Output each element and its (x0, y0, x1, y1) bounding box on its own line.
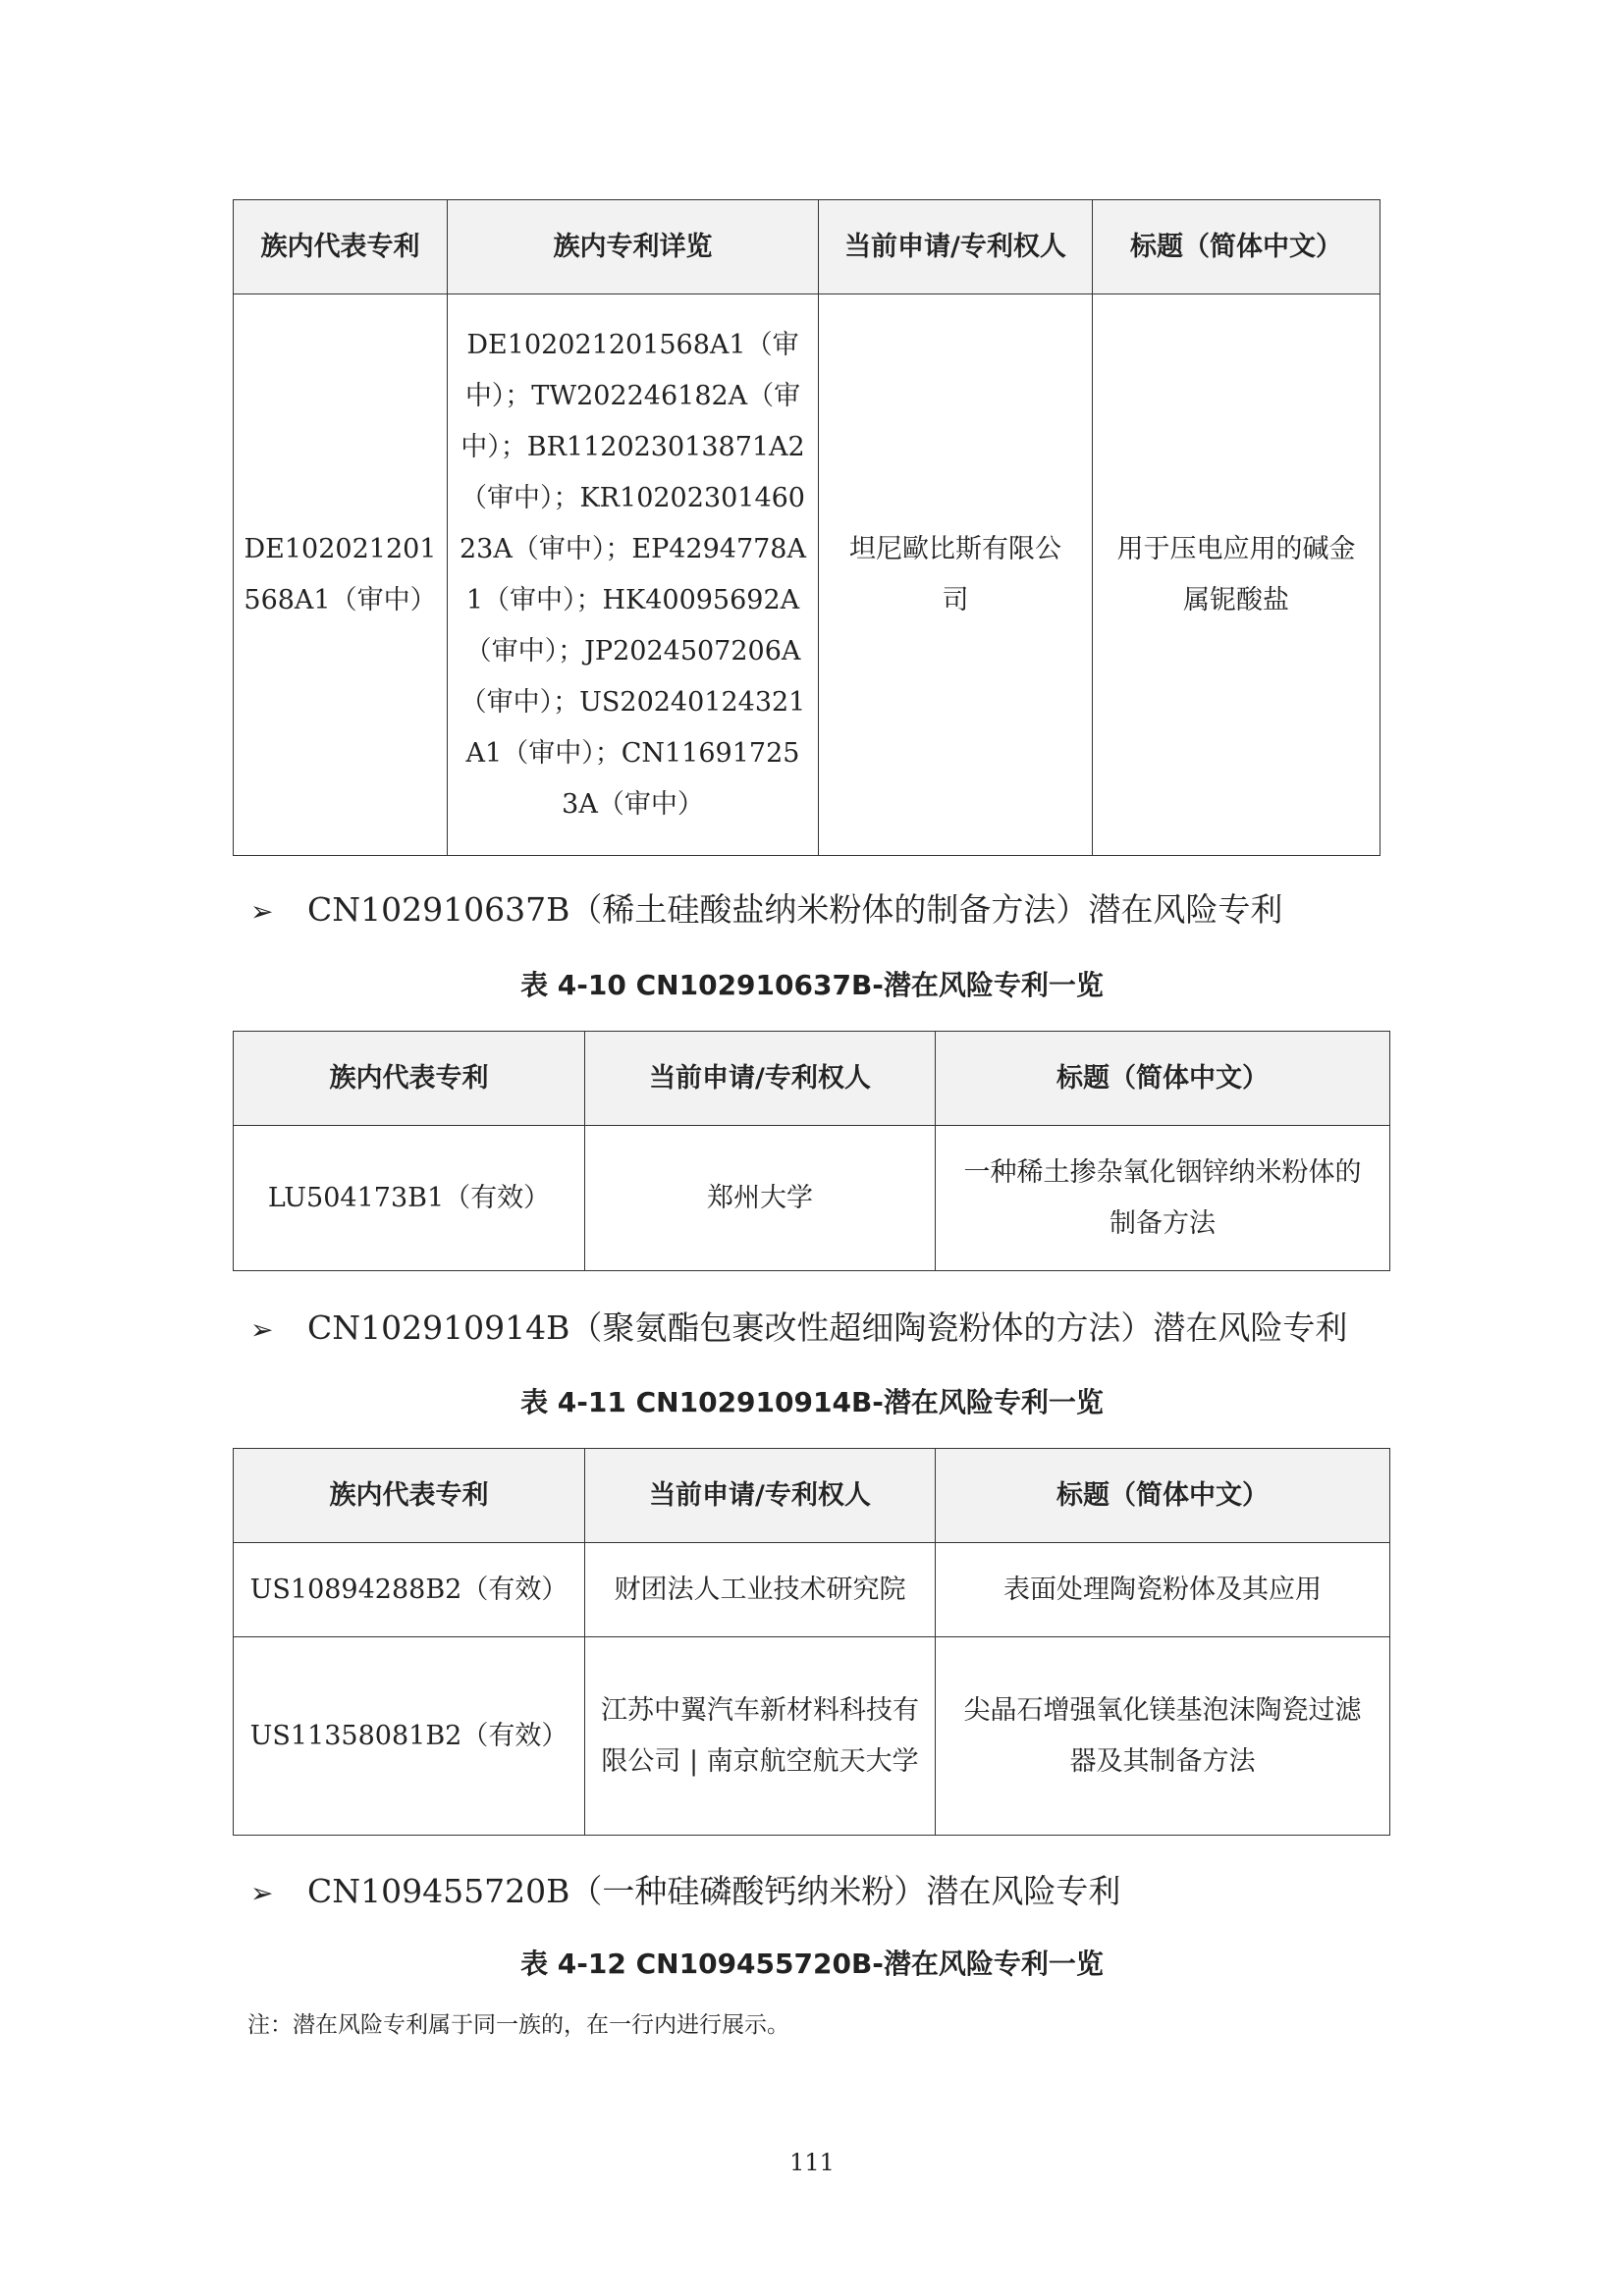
cell-title: 一种稀土掺杂氧化铟锌纳米粉体的制备方法 (936, 1126, 1390, 1271)
header-holder: 当前申请/专利权人 (585, 1449, 936, 1543)
section-heading-text: CN102910637B（稀土硅酸盐纳米粉体的制备方法）潜在风险专利 (307, 890, 1283, 929)
footnote: 注：潜在风险专利属于同一族的，在一行内进行展示。 (247, 2012, 789, 2038)
table-row (234, 294, 1380, 856)
cell-holder: 财团法人工业技术研究院 (585, 1543, 936, 1637)
header-title: 标题（简体中文） (1093, 200, 1380, 294)
header-title: 标题（简体中文） (936, 1032, 1390, 1126)
risk-table-4-11 (233, 1448, 1390, 1836)
table-caption-4-11: 表 4-11 CN102910914B-潜在风险专利一览 (520, 1386, 1104, 1418)
page-number: 111 (789, 2149, 835, 2176)
table-caption-4-10: 表 4-10 CN102910637B-潜在风险专利一览 (520, 969, 1104, 1001)
header-title: 标题（简体中文） (936, 1449, 1390, 1543)
header-representative: 族内代表专利 (234, 1032, 585, 1126)
cell-holder: 江苏中翼汽车新材料科技有限公司 | 南京航空航天大学 (585, 1637, 936, 1836)
cell-representative: DE102021201568A1（审中） (234, 294, 448, 856)
bullet-arrow-icon: ➢ (250, 895, 274, 928)
header-representative: 族内代表专利 (234, 200, 448, 294)
section-heading-text: CN102910914B（聚氨酯包裹改性超细陶瓷粉体的方法）潜在风险专利 (307, 1308, 1348, 1347)
header-representative: 族内代表专利 (234, 1449, 585, 1543)
table-row (234, 1543, 1390, 1637)
cell-holder: 郑州大学 (585, 1126, 936, 1271)
bullet-arrow-icon: ➢ (250, 1313, 274, 1346)
cell-patent: LU504173B1（有效） (234, 1126, 585, 1271)
cell-title: 尖晶石增强氧化镁基泡沫陶瓷过滤器及其制备方法 (936, 1637, 1390, 1836)
cell-holder: 坦尼歐比斯有限公司 (819, 294, 1093, 856)
bullet-arrow-icon: ➢ (250, 1877, 274, 1909)
section-heading-2 (250, 1308, 1347, 1350)
table-row (234, 1126, 1390, 1271)
cell-details: DE102021201568A1（审中）；TW202246182A（审中）；BR112023013871A2（审中）；KR1020230146023A（审中）；EP4294778A1（审中）；HK40095692A（审中）；JP2024507206A（审中）；US20240124321A1（审中）；CN116917253A（审中） (448, 294, 819, 856)
table-caption-4-12: 表 4-12 CN109455720B-潜在风险专利一览 (520, 1948, 1104, 1980)
section-heading-text: CN109455720B（一种硅磷酸钙纳米粉）潜在风险专利 (307, 1872, 1121, 1910)
family-table-continued (233, 199, 1380, 856)
header-holder: 当前申请/专利权人 (585, 1032, 936, 1126)
header-details: 族内专利详览 (448, 200, 819, 294)
table-row (234, 1637, 1390, 1836)
cell-title: 用于压电应用的碱金属铌酸盐 (1093, 294, 1380, 856)
section-heading-3 (250, 1872, 1120, 1913)
section-heading-1 (250, 890, 1282, 932)
risk-table-4-10 (233, 1031, 1390, 1271)
table-header-row (234, 1032, 1390, 1126)
cell-title: 表面处理陶瓷粉体及其应用 (936, 1543, 1390, 1637)
table-header-row (234, 200, 1380, 294)
header-holder: 当前申请/专利权人 (819, 200, 1093, 294)
cell-patent: US10894288B2（有效） (234, 1543, 585, 1637)
table-header-row (234, 1449, 1390, 1543)
cell-patent: US11358081B2（有效） (234, 1637, 585, 1836)
